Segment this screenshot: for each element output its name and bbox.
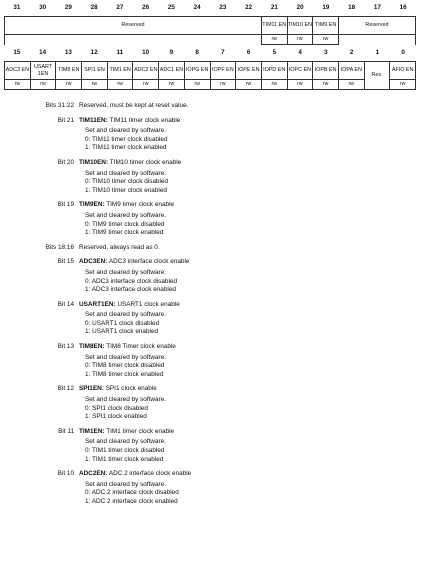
bit-detail: 0: ADC 2 interface clock disabled — [85, 489, 179, 497]
field-adc1en: ADC1 EN — [159, 62, 185, 80]
bit-detail: 1: USART1 clock enabled — [85, 328, 159, 336]
bit-title: Reserved, must be kept at reset value. — [79, 102, 189, 109]
access-rw: rw — [133, 80, 159, 90]
bit-number: 18 — [348, 4, 356, 11]
bit-number: 9 — [169, 49, 174, 56]
field-iopaen: IOPA EN — [338, 62, 364, 80]
bit-number: 31 — [13, 4, 21, 11]
bit-block — [0, 470, 431, 506]
bit-detail: 0: TIM10 timer clock disabled — [85, 178, 168, 186]
bit-number: 16 — [399, 4, 407, 11]
bit-number: 20 — [296, 4, 304, 11]
field-tim10en: TIM10 EN — [287, 17, 313, 35]
bit-number: 10 — [142, 49, 150, 56]
bit-detail: 1: ADC3 interface clock enabled — [85, 286, 176, 294]
bit-number: 19 — [322, 4, 330, 11]
field-iopeen: IOPE EN — [236, 62, 262, 80]
bit-field-name: ADC2EN: — [79, 470, 108, 478]
bit-field-name: SPI1EN: — [79, 385, 104, 393]
bit-detail: 1: TIM8 timer clock enabled — [85, 370, 164, 378]
field-adc3en: ADC3 EN — [5, 62, 31, 80]
bit-detail: 1: TIM1 timer clock enabled — [85, 455, 164, 463]
bit-field-name: TIM8EN: — [79, 343, 105, 351]
bit-descriptions — [0, 102, 431, 513]
access-rw: rw — [313, 35, 339, 45]
bit-label: Bit 21 — [57, 116, 74, 124]
bit-detail: 0: ADC3 interface clock disabled — [85, 277, 178, 285]
access-rw: rw — [338, 80, 364, 90]
bit-number: 23 — [219, 4, 227, 11]
bit-detail: 1: TIM11 timer clock enabled — [85, 144, 167, 152]
field-reserved-bit1: Res. — [364, 62, 390, 90]
bit-title: SPI1 clock enable — [103, 385, 157, 393]
bit-field-name: TIM1EN: — [79, 427, 105, 435]
access-rw: rw — [261, 35, 287, 45]
bit-number: 30 — [39, 4, 47, 11]
bit-number: 5 — [272, 49, 277, 56]
bit-number: 7 — [221, 49, 225, 56]
bit-number: 25 — [167, 4, 175, 11]
bit-block — [0, 201, 431, 237]
bit-field-name: TIM11EN: — [79, 116, 108, 124]
bit-label: Bits 18:16 — [45, 243, 74, 251]
field-iopden: IOPD EN — [261, 62, 287, 80]
bit-number: 26 — [142, 4, 150, 11]
access-rw: rw — [107, 80, 133, 90]
field-tim11en: TIM11 EN — [261, 17, 287, 35]
bit-detail: Set and cleared by software. — [85, 480, 166, 488]
bit-number: 21 — [270, 4, 278, 11]
field-iopcen: IOPC EN — [287, 62, 313, 80]
access-rw: rw — [56, 80, 82, 90]
bit-title: ADC 2 interface clock enable — [107, 470, 192, 478]
bit-block — [0, 428, 431, 464]
bit-title: ADC3 interface clock enable — [107, 258, 190, 266]
bit-number: 28 — [90, 4, 98, 11]
bit-block — [0, 117, 431, 153]
bit-label: Bit 19 — [57, 201, 74, 209]
bit-title: TIM9 timer clock enable — [104, 201, 175, 209]
bit-number: 4 — [298, 49, 302, 56]
bit-number: 2 — [349, 49, 354, 56]
bit-label: Bit 14 — [57, 300, 74, 308]
bit-block — [0, 301, 431, 337]
bit-block — [0, 102, 431, 111]
bit-number: 29 — [64, 4, 72, 11]
bit-number: 24 — [193, 4, 201, 11]
field-adc2en: ADC2 EN — [133, 62, 159, 80]
bit-detail: 1: SPI1 clock enabled — [85, 413, 147, 421]
bit-detail: Set and cleared by software. — [85, 211, 166, 219]
bit-number: 3 — [324, 49, 328, 56]
bit-detail: 1: TIM9 timer clock enabled — [85, 229, 164, 237]
access-rw: rw — [313, 80, 339, 90]
bit-number: 11 — [116, 49, 124, 56]
access-rw: rw — [184, 80, 210, 90]
bit-number: 0 — [401, 49, 405, 56]
bit-number: 27 — [116, 4, 124, 11]
bit-detail: Set and cleared by software. — [85, 268, 166, 276]
bit-detail: Set and cleared by software. — [85, 169, 166, 177]
reserved-field-right: Reserved — [338, 17, 415, 35]
bit-number: 1 — [375, 49, 380, 56]
bit-number: 15 — [13, 49, 21, 56]
bit-title: TIM10 timer clock enable — [108, 158, 182, 166]
bit-number: 8 — [195, 49, 199, 56]
bit-number: 6 — [246, 49, 251, 56]
field-tim8en: TIM8 EN — [56, 62, 82, 80]
access-rw: rw — [5, 80, 31, 90]
access-rw: rw — [82, 80, 108, 90]
bit-title: TIM11 timer clock enable — [107, 116, 181, 124]
field-iopgen: IOPG EN — [184, 62, 210, 80]
reserved-access-blank — [5, 35, 262, 45]
bit-detail: 1: TIM10 timer clock enabled — [85, 186, 167, 194]
bit-detail: 0: TIM1 timer clock disabled — [85, 447, 165, 454]
bit-block — [0, 159, 431, 195]
bit-detail: Set and cleared by software. — [85, 127, 166, 135]
bit-label: Bits 31:22 — [45, 102, 74, 109]
field-usart1en: USART 1EN — [30, 62, 56, 80]
bit-numbers-high — [4, 0, 416, 16]
bit-field-name: USART1EN: — [79, 300, 116, 308]
bit-label: Bit 10 — [57, 470, 74, 478]
bit-number: 13 — [64, 49, 72, 56]
access-rw: rw — [287, 35, 313, 45]
bit-detail: 0: TIM11 timer clock disabled — [85, 135, 168, 143]
access-rw: rw — [390, 80, 416, 90]
register-upper-half — [4, 16, 416, 45]
bit-block — [0, 244, 431, 253]
access-rw: rw — [159, 80, 185, 90]
access-rw: rw — [287, 80, 313, 90]
access-rw: rw — [236, 80, 262, 90]
reserved-field-upper: Reserved — [5, 17, 262, 35]
field-iopfen: IOPF EN — [210, 62, 236, 80]
access-rw: rw — [261, 80, 287, 90]
bit-block — [0, 258, 431, 294]
bit-field-name: TIM9EN: — [79, 201, 105, 209]
bit-label: Bit 13 — [57, 343, 74, 351]
bit-field-name: TIM10EN: — [79, 158, 109, 166]
bit-detail: Set and cleared by software. — [85, 353, 166, 361]
register-lower-half — [4, 61, 416, 90]
bit-field-name: ADC3EN: — [79, 258, 108, 266]
bit-block — [0, 343, 431, 379]
bit-detail: Set and cleared by software. — [85, 311, 166, 319]
bit-detail: 0: TIM8 timer clock disabled — [85, 362, 165, 370]
bit-number: 22 — [245, 4, 253, 11]
field-spi1en: SPI1 EN — [82, 62, 108, 80]
field-iopben: IOPB EN — [313, 62, 339, 80]
access-rw: rw — [210, 80, 236, 90]
reserved-access-blank — [338, 35, 415, 45]
register-diagram — [4, 0, 416, 90]
bit-label: Bit 12 — [57, 385, 74, 393]
bit-label: Bit 11 — [58, 427, 74, 435]
field-afioen: AFIO EN — [390, 62, 416, 80]
bit-number: 14 — [39, 49, 47, 56]
bit-detail: Set and cleared by software. — [85, 438, 166, 446]
bit-title: Reserved, always read as 0. — [79, 243, 160, 251]
field-tim1en: TIM1 EN — [107, 62, 133, 80]
bit-label: Bit 15 — [57, 258, 74, 266]
field-tim9en: TIM9 EN — [313, 17, 339, 35]
bit-number: 12 — [90, 49, 98, 56]
bit-block — [0, 385, 431, 421]
bit-detail: 1: ADC 2 interface clock enabled — [85, 497, 178, 505]
bit-label: Bit 20 — [57, 158, 74, 166]
bit-detail: 0: SPI1 clock disabled — [85, 404, 148, 412]
bit-numbers-low — [4, 45, 416, 61]
access-rw: rw — [30, 80, 56, 90]
bit-detail: 0: TIM9 timer clock disabled — [85, 220, 165, 228]
bit-title: TIM8 Timer clock enable — [104, 343, 176, 351]
bit-detail: Set and cleared by software. — [85, 396, 166, 404]
bit-number: 17 — [373, 4, 381, 11]
bit-detail: 0: USART1 clock disabled — [85, 319, 160, 327]
bit-title: TIM1 timer clock enable — [104, 427, 175, 435]
bit-title: USART1 clock enable — [115, 300, 180, 308]
